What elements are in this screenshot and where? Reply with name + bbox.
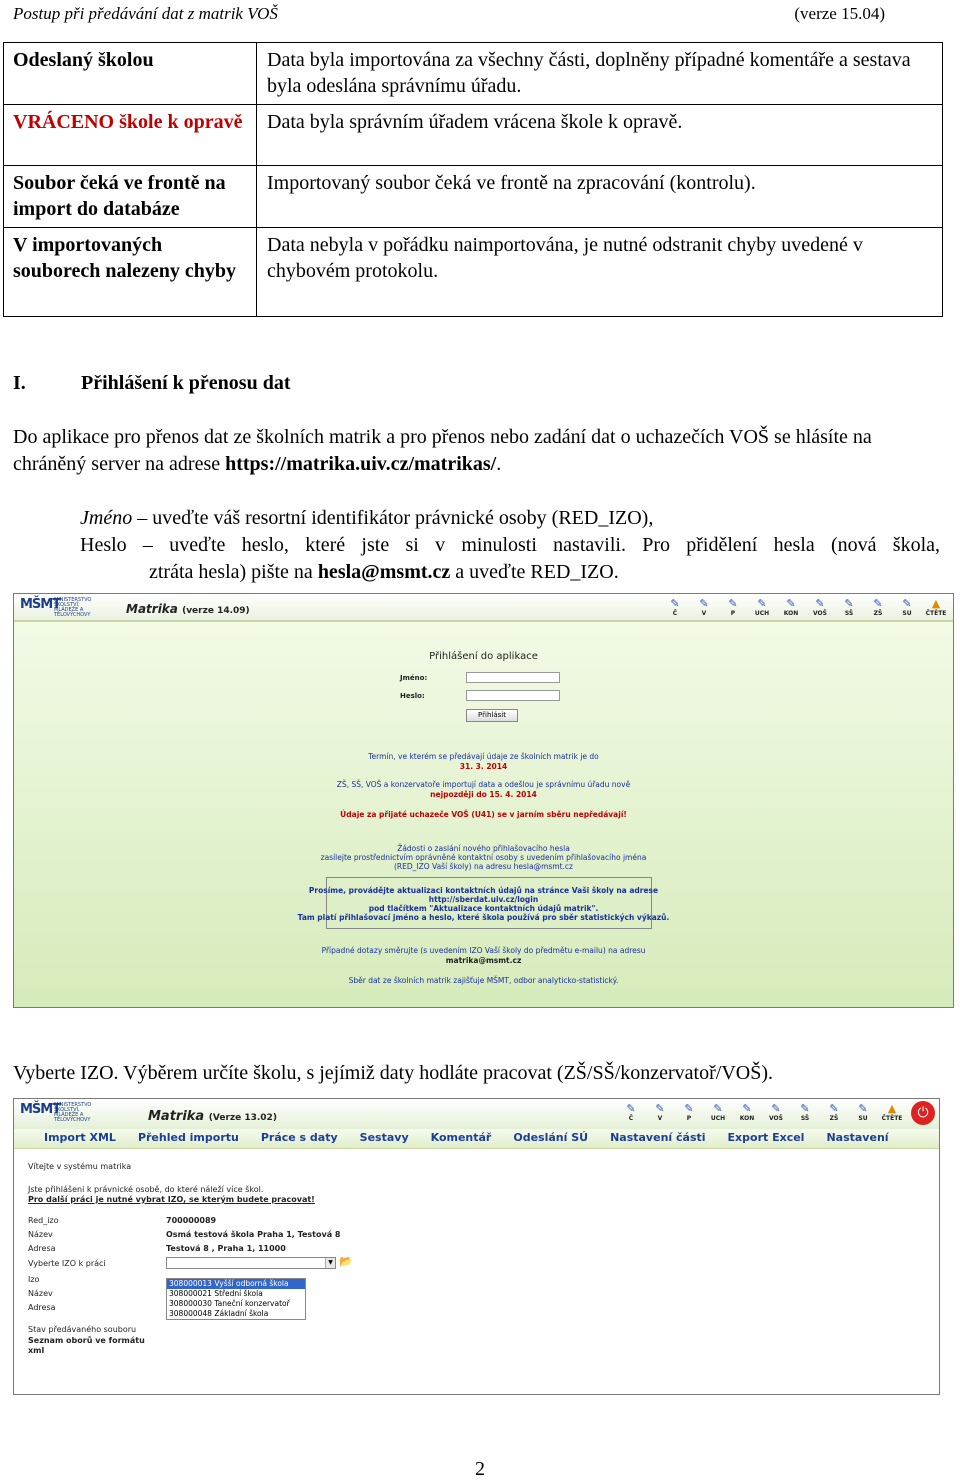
menu-nastaveni[interactable]: Nastavení	[826, 1131, 889, 1144]
logo-text: MINISTERSTVO ŠKOLSTVÍ, MLÁDEŽE A TĚLOVÝCHOVY	[54, 597, 92, 618]
status-desc: Data nebyla v pořádku naimportována, je nutné odstranit chyby uvedené v chybovém protokolu.	[257, 228, 943, 317]
intro-end: .	[496, 453, 502, 475]
questions-email[interactable]: matrika@msmt.cz	[445, 956, 522, 965]
su-icon[interactable]: ✎ SU	[858, 1102, 868, 1122]
jmeno-term: Jméno	[80, 507, 133, 529]
table-row	[4, 105, 943, 166]
choose-link: Pro další práci je nutné vybrat IZO, se kterým budete pracovat!	[28, 1195, 315, 1204]
red-izo-label: Red_izo	[28, 1216, 59, 1225]
jmeno-label: Jméno:	[400, 674, 428, 682]
status-label: VRÁCENO škole k opravě	[4, 105, 257, 166]
su-icon[interactable]: ✎ SU	[902, 597, 912, 617]
red-izo-value: 700000089	[166, 1216, 217, 1225]
password-info-2: zasílejte prostřednictvím oprávněné kontaktní osoby s uvedením přihlašovacího jména	[320, 853, 647, 862]
username-input[interactable]	[466, 672, 560, 683]
vyberte-label: Vyberte IZO k práci	[28, 1259, 106, 1268]
zs-icon[interactable]: ✎ ZŠ	[829, 1102, 839, 1122]
status-desc: Importovaný soubor čeká ve frontě na zpracování (kontrolu).	[257, 166, 943, 228]
status-label: Odeslaný školou	[4, 43, 257, 105]
intro-paragraph	[13, 424, 938, 478]
izo-select[interactable]	[166, 1257, 336, 1269]
section-number: I.	[13, 372, 26, 394]
ss-icon[interactable]: ✎ SŠ	[844, 597, 854, 617]
izo-option[interactable]: 308000048 Základní škola	[169, 1309, 269, 1318]
heslo-cont1: ztráta hesla) pište na	[149, 561, 318, 583]
status-desc: Data byla správním úřadem vrácena škole k opravě.	[257, 105, 943, 166]
zs-icon[interactable]: ✎ ZŠ	[873, 597, 883, 617]
izo-option[interactable]: 308000021 Střední škola	[169, 1289, 263, 1298]
ctete-icon[interactable]: ▲ ČTĚTE	[881, 1102, 903, 1122]
izo-option[interactable]: 308000030 Taneční konzervatoř	[169, 1299, 290, 1308]
welcome-text: Vítejte v systému matrika	[28, 1162, 132, 1171]
stav-label: Stav předávaného souboru	[28, 1325, 137, 1334]
menu-odeslani-su[interactable]: Odeslání SÚ	[513, 1131, 589, 1144]
izo-label: Izo	[28, 1275, 40, 1284]
contact-info-1: Prosíme, provádějte aktualizaci kontaktních údajů na stránce Vaši školy na adrese	[308, 886, 659, 895]
adresa2-label: Adresa	[28, 1303, 56, 1312]
main-menu	[14, 1129, 939, 1149]
menu-prehled-importu[interactable]: Přehled importu	[137, 1131, 239, 1144]
izo-options-list	[166, 1278, 306, 1320]
table-row	[4, 228, 943, 317]
page-number: 2	[475, 1458, 485, 1480]
c-icon[interactable]: ✎ Č	[626, 1102, 636, 1122]
adresa-label: Adresa	[28, 1244, 56, 1253]
icon-bar	[620, 1103, 903, 1123]
footer-info: Sběr dat ze školních matrik zajišťuje MŠMT, odbor analyticko-statistický.	[348, 976, 619, 985]
logo-text: MINISTERSTVO ŠKOLSTVÍ, MLÁDEŽE A TĚLOVÝCHOVY	[54, 1102, 92, 1123]
menu-nastaveni-casti[interactable]: Nastavení části	[610, 1131, 706, 1144]
uchazeci-message: Údaje za přijaté uchazeče VOŠ (U41) se v jarním sběru nepředávají!	[340, 810, 627, 819]
choose-text: Jste přihlášeni k právnické osobě, do které náleží více škol.	[28, 1185, 264, 1194]
uch-icon[interactable]: ✎ UCH	[754, 597, 770, 617]
nazev-value: Osmá testová škola Praha 1, Testová 8	[166, 1230, 341, 1239]
login-screenshot	[13, 593, 954, 1008]
select-izo-instruction: Vyberte IZO. Výběrem určíte školu, s jejímiž daty hodláte pracovat (ZŠ/SŠ/konzervatoř/VOŠ).	[13, 1062, 773, 1084]
import-date: nejpozději do 15. 4. 2014	[430, 790, 537, 799]
uch-icon[interactable]: ✎ UCH	[710, 1102, 726, 1122]
menu-export-excel[interactable]: Export Excel	[727, 1131, 805, 1144]
app-version: (Verze 13.02)	[208, 1113, 277, 1123]
menu-sestavy[interactable]: Sestavy	[359, 1131, 409, 1144]
email-link[interactable]: hesla@msmt.cz	[317, 561, 451, 583]
status-label: V importovaných souborech nalezeny chyby	[4, 228, 257, 317]
app-title: Matrika (Verze 13.02)	[148, 1109, 277, 1124]
import-message: ZŠ, SŠ, VOŠ a konzervatoře importují data a odešlou je správnímu úřadu nově	[336, 780, 631, 789]
nazev2-label: Název	[28, 1289, 53, 1298]
v-icon[interactable]: ✎ V	[699, 597, 709, 617]
p-icon[interactable]: ✎ P	[684, 1102, 694, 1122]
deadline-date: 31. 3. 2014	[459, 762, 508, 771]
nazev-label: Název	[28, 1230, 53, 1239]
deadline-message: Termín, ve kterém se předávají údaje ze školních matrik je do	[368, 752, 599, 761]
c-icon[interactable]: ✎ Č	[670, 597, 680, 617]
page-header	[13, 4, 885, 24]
v-icon[interactable]: ✎ V	[655, 1102, 665, 1122]
p-icon[interactable]: ✎ P	[728, 597, 738, 617]
password-info-3: (RED_IZO Vaší školy) na adresu hesla@msmt.cz	[394, 862, 573, 871]
heslo-line: Heslo – uveďte heslo, které jste si v minulosti nastavili. Pro přidělení hesla (nová škola,	[80, 534, 940, 556]
header-version: (verze 15.04)	[794, 4, 885, 23]
adresa-value: Testová 8 , Praha 1, 11000	[166, 1244, 286, 1253]
menu-prace-s-daty[interactable]: Práce s daty	[260, 1131, 338, 1144]
status-desc: Data byla importována za všechny části, doplněny případné komentáře a sestava byla odeslána správnímu úřadu.	[257, 43, 943, 105]
folder-icon[interactable]: 📂	[339, 1255, 353, 1268]
login-help	[80, 505, 940, 586]
status-table	[3, 42, 943, 317]
msmt-logo-icon: MŠMT	[20, 597, 61, 612]
intro-text: Do aplikace pro přenos dat ze školních matrik a pro přenos nebo zadání dat o uchazečích VOŠ se hlásíte na chráněný server na adrese	[13, 426, 872, 475]
server-url-link[interactable]: https://matrika.uiv.cz/matrikas/	[225, 453, 497, 475]
menu-komentar[interactable]: Komentář	[430, 1131, 492, 1144]
header-title: Postup při předávání dat z matrik VOŠ	[13, 4, 278, 23]
heslo-cont2: a uveďte RED_IZO.	[450, 561, 619, 583]
contact-info-3: pod tlačítkem "Aktualizace kontaktních údajů matrik".	[368, 904, 599, 913]
menu-import-xml[interactable]: Import XML	[44, 1131, 116, 1144]
kon-icon[interactable]: ✎ KON	[739, 1102, 755, 1122]
jmeno-text: – uveďte váš resortní identifikátor právnické osoby (RED_IZO),	[132, 507, 654, 529]
seznam-label[interactable]: Seznam oborů ve formátu xml	[28, 1336, 145, 1355]
contact-info-link[interactable]: http://sberdat.uiv.cz/login	[428, 895, 539, 904]
power-icon[interactable]: ⏻	[911, 1101, 935, 1125]
app-topbar	[14, 1099, 939, 1129]
section-heading	[13, 372, 290, 395]
izo-selection-screenshot	[13, 1098, 940, 1395]
login-heading: Přihlášení do aplikace	[429, 651, 538, 662]
ctete-icon[interactable]: ▲ ČTĚTE	[925, 597, 947, 617]
password-input[interactable]	[466, 690, 560, 701]
section-title: Přihlášení k přenosu dat	[81, 372, 291, 394]
chevron-down-icon[interactable]: ▼	[325, 1258, 335, 1268]
app-topbar	[14, 594, 953, 622]
app-version: (verze 14.09)	[182, 606, 250, 616]
kon-icon[interactable]: ✎ KON	[783, 597, 799, 617]
msmt-logo-icon: MŠMT	[20, 1102, 61, 1117]
heslo-label: Heslo:	[400, 692, 425, 700]
vos-icon[interactable]: ✎ VOŠ	[769, 1102, 783, 1122]
status-label: Soubor čeká ve frontě na import do databáze	[4, 166, 257, 228]
table-row	[4, 43, 943, 105]
izo-option[interactable]: 308000013 Vyšší odborná škola	[167, 1279, 305, 1289]
questions-info: Případné dotazy směrujte (s uvedením IZO Vaší školy do předmětu e-mailu) na adresu	[321, 946, 646, 955]
password-info-1: Žádosti o zaslání nového přihlašovacího hesla	[397, 844, 570, 853]
icon-bar	[664, 598, 947, 618]
app-title: Matrika (verze 14.09)	[126, 602, 250, 616]
ss-icon[interactable]: ✎ SŠ	[800, 1102, 810, 1122]
vos-icon[interactable]: ✎ VOŠ	[813, 597, 827, 617]
login-button[interactable]: Přihlásit	[466, 709, 518, 722]
contact-info-4: Tam platí přihlašovací jméno a heslo, které škola používá pro sběr statistických výkazů.	[297, 913, 670, 922]
table-row	[4, 166, 943, 228]
